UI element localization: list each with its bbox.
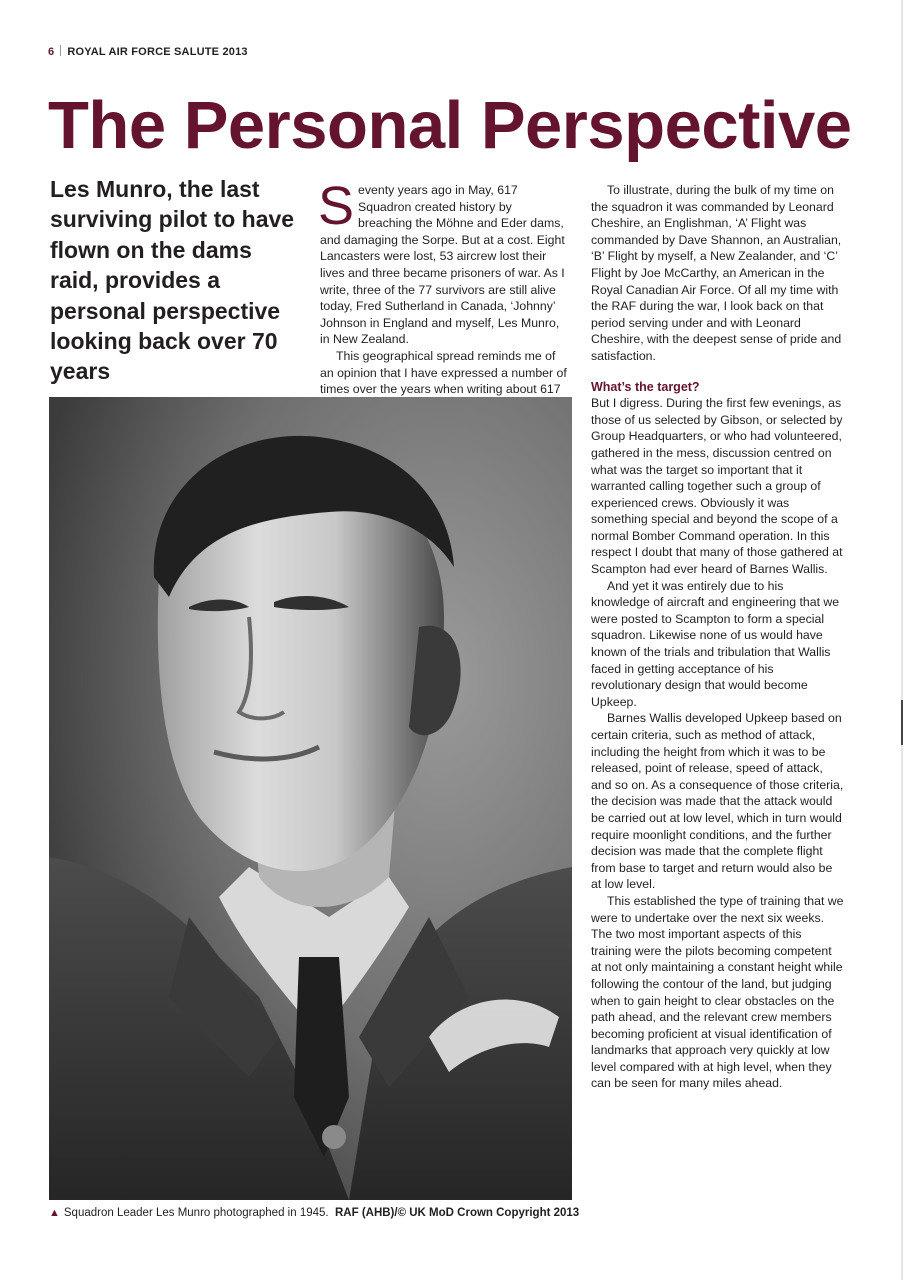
text-column-2 bbox=[591, 182, 844, 1092]
drop-cap: S bbox=[318, 176, 355, 236]
portrait-photo bbox=[49, 397, 572, 1200]
caption-text: Squadron Leader Les Munro photographed in 1945. bbox=[63, 1207, 329, 1219]
paragraph-1 bbox=[318, 176, 568, 348]
paragraph-4: But I digress. During the first few evenings, as those of us selected by Gibson, or selected by Group Headquarters, or who had volunteered, gathered in the mess, discussion centred on what was the target so important that it warranted calling together such a group of experienced crews. Obviously it was something special and beyond the scope of a normal Bomber Command operation. In this respect I doubt that many of those gathered at Scampton had ever heard of Barnes Wallis. bbox=[591, 396, 843, 577]
page-edge-rule bbox=[901, 0, 903, 1280]
article-title: The Personal Perspective bbox=[48, 88, 852, 163]
publication-name: ROYAL AIR FORCE SALUTE 2013 bbox=[67, 46, 248, 58]
paragraph-6: Barnes Wallis developed Upkeep based on certain criteria, such as method of attack, including the height from which it was to be released, point of release, speed of attack, and so on. As a consequence of those criteria, the decision was made that the attack would be carried out at low level, which in turn would require moonlight conditions, and the further decision was made that the complete flight from base to target and return would also be at low level. bbox=[591, 711, 844, 892]
header-divider bbox=[60, 45, 61, 56]
page-edge-tick bbox=[901, 700, 903, 745]
photo-credit: RAF (AHB)/© UK MoD Crown Copyright 2013 bbox=[334, 1207, 580, 1219]
paragraph-5: And yet it was entirely due to his knowledge of aircraft and engineering that we were posted to Scampton to form a special squadron. Likewise none of us would have known of the trials and tribulation that Wallis faced in getting acceptance of his revolutionary design that would become Upkeep. bbox=[591, 578, 840, 709]
paragraph-3: To illustrate, during the bulk of my time on the squadron it was commanded by Leonard Cheshire, an Englishman, ‘A’ Flight was commanded by Dave Shannon, an Australian, ‘B’ Flight by myself, a New Zealander, and ‘C’ Flight by Joe McCarthy, an American in the Royal Canadian Air Force. Of all my time with the RAF during the war, I look back on that period serving under and with Leonard Cheshire, with the deepest sense of pride and satisfaction. bbox=[591, 183, 842, 363]
page-number: 6 bbox=[48, 46, 55, 58]
paragraph-1-text: eventy years ago in May, 617 Squadron created history by breaching the Möhne and Eder dams, and damaging the Sorpe. But at a cost. Eight Lancasters were lost, 53 aircrew lost their lives and three became prisoners of war. As I write, three of the 77 survivors are still alive today, Fred Sutherland in Canada, ‘Johnny’ Johnson in England and myself, Les Munro, in New Zealand. bbox=[320, 183, 565, 347]
photo-caption bbox=[49, 1207, 579, 1219]
paragraph-7: This established the type of training that we were to undertake over the next six weeks. The two most important aspects of this training were the pilots becoming competent at not only maintaining a constant height while following the contour of the land, but judging when to gain height to clear obstacles on the path ahead, and the relevant crew members becoming proficient at visual identification of landmarks that approach very quickly at low level compared with at high level, when they can be seen for many miles ahead. bbox=[591, 893, 844, 1091]
paragraph-2: This geographical spread reminds me of an opinion that I have expressed a number of times over the years when writing about 617 bbox=[320, 348, 567, 397]
caption-triangle-icon: ▲ bbox=[49, 1207, 60, 1219]
article-standfirst: Les Munro, the last surviving pilot to have flown on the dams raid, provides a personal perspective looking back over 70 years bbox=[50, 176, 295, 385]
subheading: What’s the target? bbox=[591, 379, 700, 394]
running-header bbox=[48, 45, 248, 58]
